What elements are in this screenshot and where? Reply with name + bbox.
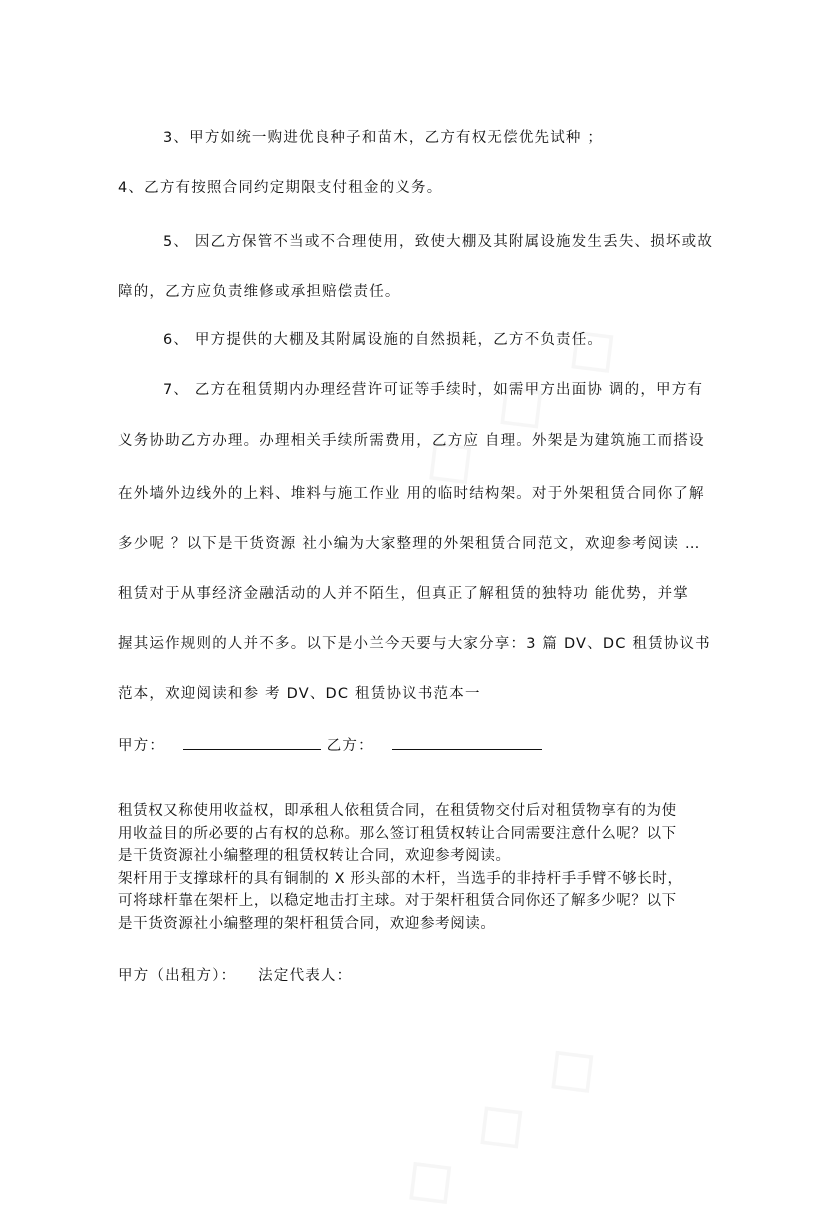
dense-line-2: 用收益目的所必要的占有权的总称。那么签订租赁权转让合同需要注意什么呢？以下 (118, 825, 677, 842)
paragraph-8-line-1: 租赁对于从事经济金融活动的人并不陌生，但真正了解租赁的独特功 能优势，并掌 (118, 586, 690, 602)
dense-line-3: 是干货资源社小编整理的租赁权转让合同，欢迎参考阅读。 (118, 848, 511, 864)
paragraph-8-line-3: 范本，欢迎阅读和参 考 DV、DC 租赁协议书范本一 (118, 686, 481, 702)
dense-line-6: 是干货资源社小编整理的架杆租赁合同，欢迎参考阅读。 (118, 915, 496, 932)
watermark (380, 1015, 620, 1227)
party-signature-row (118, 733, 542, 756)
paragraph-6: 6、 甲方提供的大棚及其附属设施的自然损耗，乙方不负责任。 (163, 332, 604, 348)
dense-line-1: 租赁权又称使用收益权，即承租人依租赁合同，在租赁物交付后对租赁物享有的为使 (118, 803, 677, 819)
dense-paragraph (118, 800, 718, 935)
watermark (400, 295, 640, 508)
dense-line-5: 可将球杆靠在架杆上，以稳定地击打主球。对于架杆租赁合同你还了解多少呢？以下 (118, 893, 677, 909)
paragraph-7-line-2: 义务协助乙方办理。办理相关手续所需费用，乙方应 自理。外架是为建筑施工而搭设 (118, 433, 705, 449)
party-a-label: 甲方： (118, 738, 166, 754)
lessor-row (118, 966, 352, 986)
paragraph-3: 3、甲方如统一购进优良种子和苗木，乙方有权无偿优先试种 ； (163, 130, 604, 146)
paragraph-5-line-1: 5、 因乙方保管不当或不合理使用，致使大棚及其附属设施发生丢失、损坏或故 (163, 234, 714, 250)
paragraph-7-line-1: 7、 乙方在租赁期内办理经营许可证等手续时，如需甲方出面协 调的，甲方有 (163, 382, 704, 398)
party-b-blank[interactable] (392, 733, 542, 750)
lessor-label: 甲方（出租方）： (118, 968, 237, 984)
paragraph-8-line-2: 握其运作规则的人并不多。以下是小兰今天要与大家分享：3 篇 DV、DC 租赁协议书 (118, 636, 711, 652)
paragraph-7-line-4: 多少呢 ？以下是干货资源 社小编为大家整理的外架租赁合同范文，欢迎参考阅读 … (118, 536, 701, 552)
paragraph-4: 4、乙方有按照合同约定期限支付租金的义务。 (118, 180, 443, 196)
legal-rep-label: 法定代表人： (258, 968, 353, 984)
party-b-label: 乙方： (326, 738, 374, 754)
party-a-blank[interactable] (183, 733, 321, 750)
dense-line-4: 架杆用于支撑球杆的具有铜制的 X 形头部的木杆，当选手的非持杆手手臂不够长时， (118, 870, 683, 887)
paragraph-5-line-2: 障的，乙方应负责维修或承担赔偿责任。 (118, 284, 401, 300)
paragraph-7-line-3: 在外墙外边线外的上料、堆料与施工作业 用的临时结构架。对于外架租赁合同你了解 (118, 486, 705, 502)
